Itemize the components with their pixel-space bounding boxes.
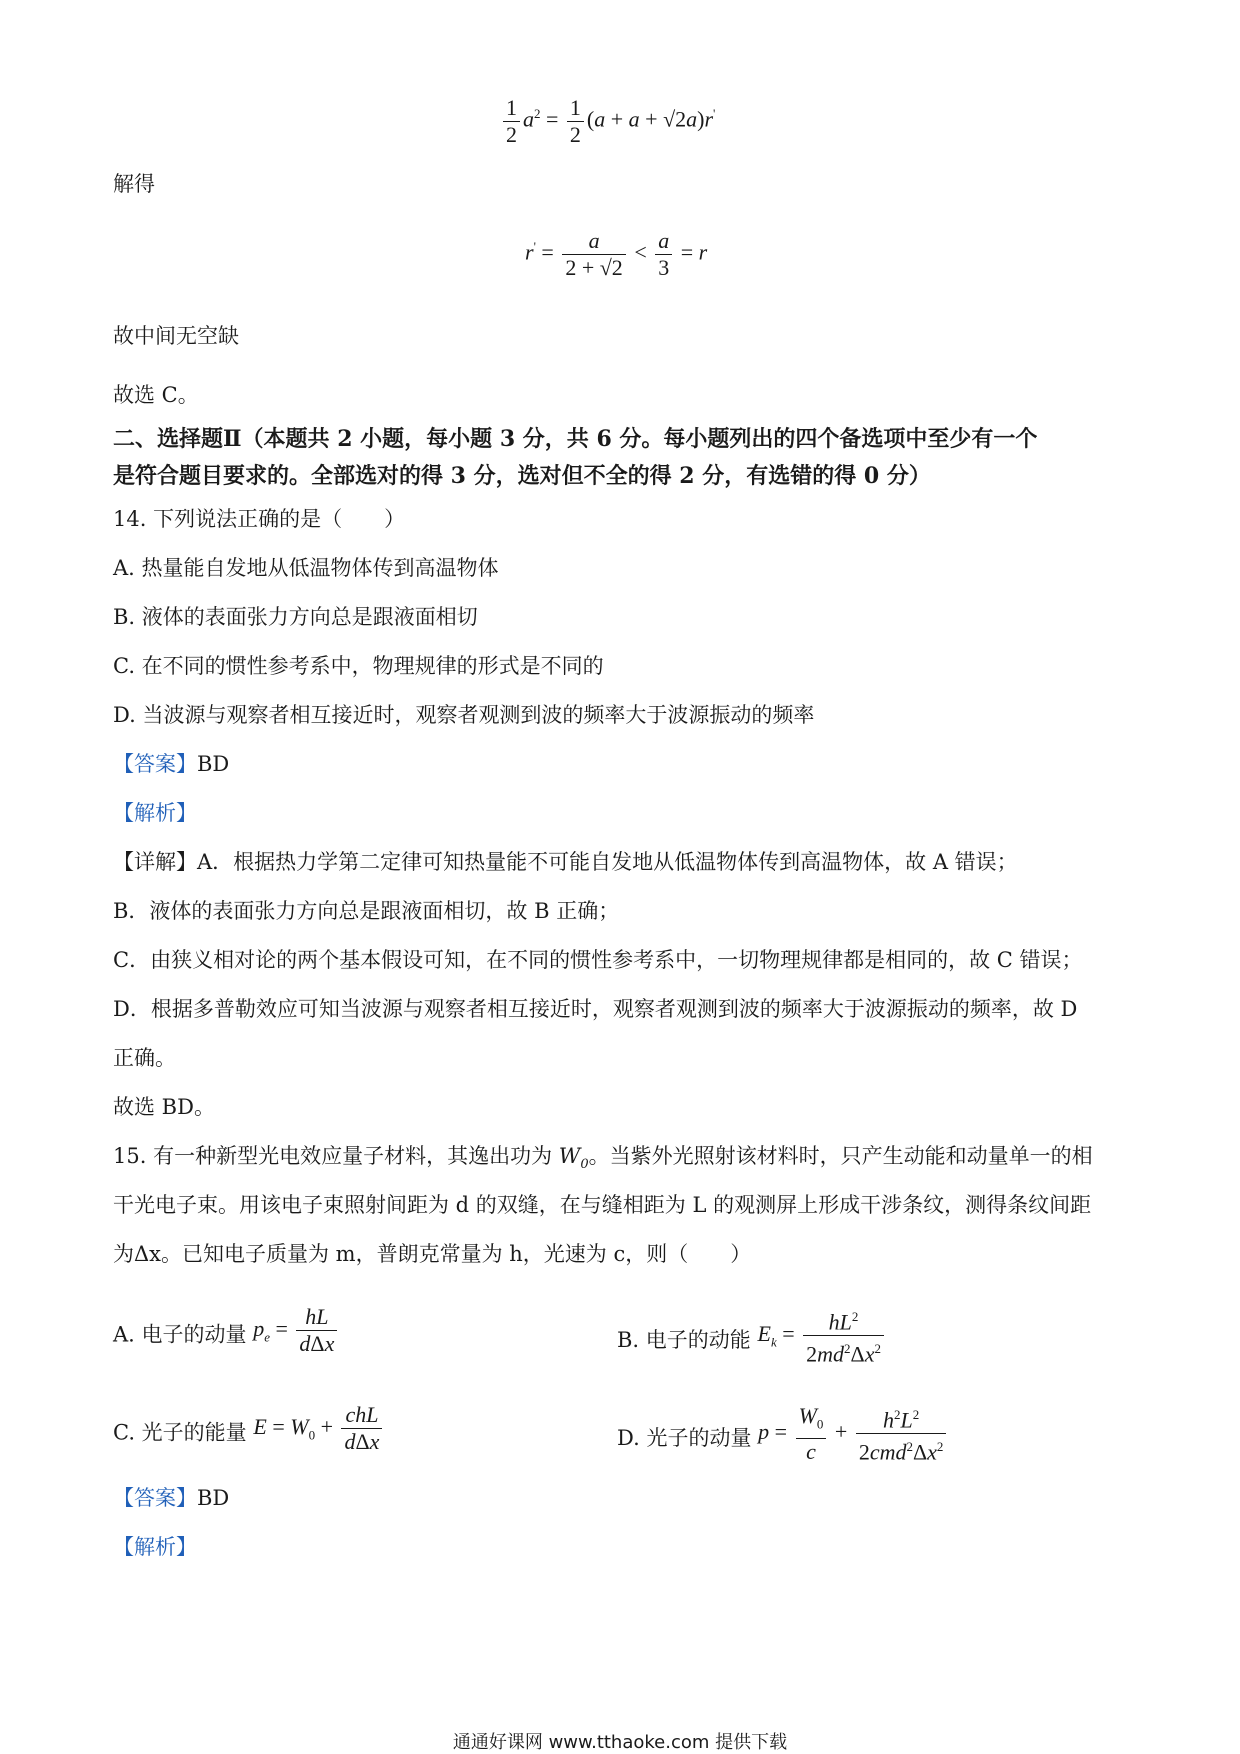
q15-analysis-tag: 【解析】 [113,1535,197,1559]
q15-option-c-formula: $E = W_0$ + $\frac{\text{chL}}{\text{dΔx}}$ [253,1414,385,1439]
q14-detail-a: 【详解】A．根据热力学第二定律可知热量能不可能自发地从低温物体传到高温物体，故 A 错误； [113,850,1018,874]
q14-detail-b: B．液体的表面张力方向总是跟液面相切，故 B 正确； [113,899,620,923]
q14-detail-c: C．由狭义相对论的两个基本假设可知，在不同的惯性参考系中，一切物理规律都是相同的，故 C 错误； [113,948,1083,972]
answer-tag: 【答案】 [113,1486,197,1510]
q14-answer [113,750,229,778]
answer-value: BD [197,752,230,776]
q14-option-c: C. 在不同的惯性参考系中，物理规律的形式是不同的 [113,654,604,678]
q15-option-d: D. 光子的动量 p = $\frac{W_0}{c}$ + $\frac{h^2L^2}{2cmd^2\Delta x^2}$ [617,1408,949,1472]
section-heading-line1: 二、选择题Ⅱ（本题共 2 小题，每小题 3 分，共 6 分。每小题列出的四个备选项中至少有一个 [113,426,1038,452]
answer-tag: 【答案】 [113,752,197,776]
q15-option-a: A. 电子的动量 $p_e$ = $\frac{hL}{\text{dΔx}}$ [113,1310,340,1363]
q14-option-b: B. 液体的表面张力方向总是跟液面相切 [113,605,478,629]
q15-option-a-formula: $p_e$ = $\frac{hL}{\text{dΔx}}$ [253,1316,340,1341]
q14-conclusion: 故选 BD。 [113,1095,215,1119]
work-function-symbol: $W_0$ [558,1144,589,1173]
q15-stem-line3: 为Δx。已知电子质量为 m，普朗克常量为 h，光速为 c，则（ ） [113,1242,752,1266]
conclusion-no-gap: 故中间无空缺 [113,324,239,348]
q14-option-d: D. 当波源与观察者相互接近时，观察者观测到波的频率大于波源振动的频率 [113,703,815,727]
q14-detail-d-line1: D．根据多普勒效应可知当波源与观察者相互接近时，观察者观测到波的频率大于波源振动的频率，故 D [113,997,1078,1021]
equation-radius: r' = $\frac{a}{2 + √2}$ < $\frac{a}{3}$ = r [525,228,708,280]
q14-detail-d-line2: 正确。 [113,1046,176,1070]
q15-stem-line2: 干光电子束。用该电子束照射间距为 d 的双缝，在与缝相距为 L 的观测屏上形成干涉条纹，测得条纹间距 [113,1193,1092,1217]
q15-option-c: C. 光子的能量 $E = W_0$ + $\frac{\text{chL}}{\text{dΔx}}$ [113,1408,385,1461]
page-footer: 通通好课网 www.tthaoke.com 提供下载 [452,1732,788,1753]
section-heading-line2: 是符合题目要求的。全部选对的得 3 分，选对但不全的得 2 分，有选错的得 0 分） [113,463,931,489]
q14-option-a: A. 热量能自发地从低温物体传到高温物体 [113,556,499,580]
q14-analysis-tag: 【解析】 [113,801,197,825]
q15-option-d-formula: p = $\frac{W_0}{c}$ + $\frac{h^2L^2}{2cmd^2\Delta x^2}$ [758,1419,949,1444]
q15-stem-line1: 15. 有一种新型光电效应量子材料，其逸出功为 $W_0$。当紫外光照射该材料时，只产生动能和动量单一的相 [113,1144,1093,1173]
q15-answer [113,1484,229,1512]
choice-c-conclusion: 故选 C。 [113,383,199,407]
q14-stem: 14. 下列说法正确的是（ ） [113,507,406,531]
equation-area: $\frac{1}{2}$ $a^2$ = $\frac{1}{2}$ (a + a + √2a)r' [500,95,715,148]
solve-label: 解得 [113,172,155,196]
answer-value: BD [197,1486,230,1510]
q15-option-b-formula: $E_k$ = $\frac{hL^2}{2md^2\Delta x^2}$ [757,1321,886,1346]
q15-option-b: B. 电子的动能 $E_k$ = $\frac{hL^2}{2md^2\Delta x^2}$ [617,1310,887,1374]
